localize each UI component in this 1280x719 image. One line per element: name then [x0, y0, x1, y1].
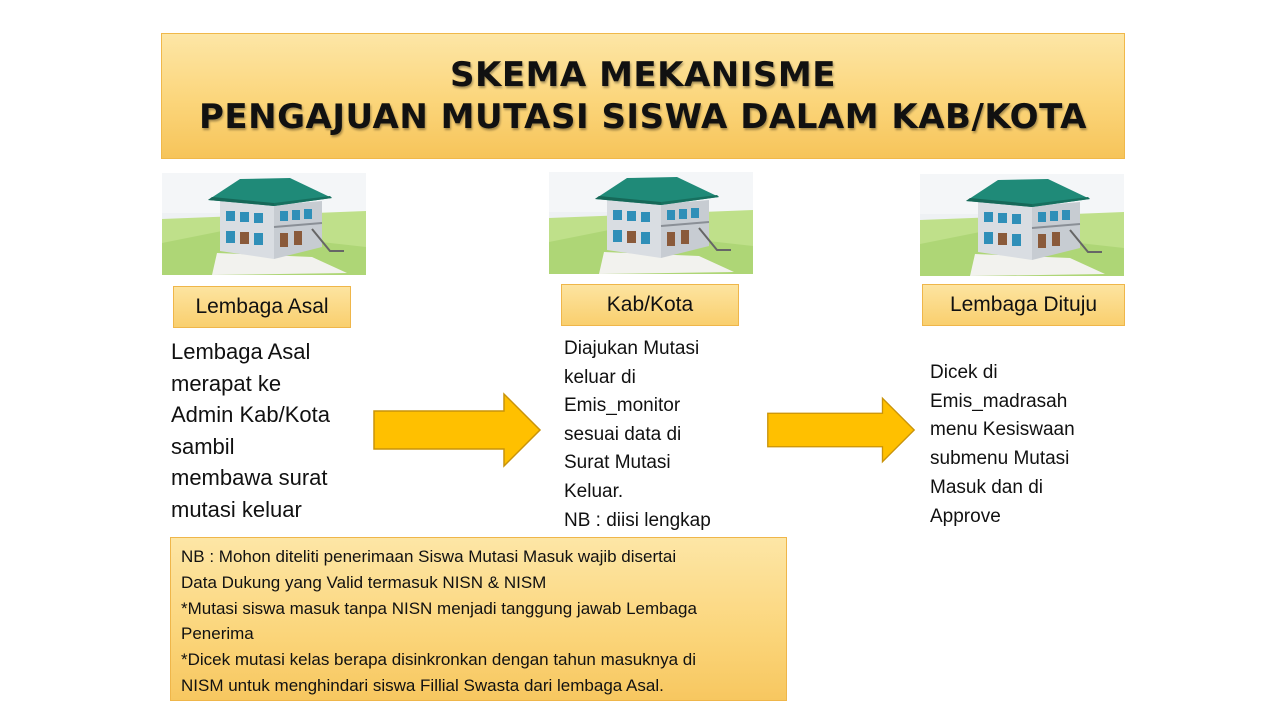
note-line: Data Dukung yang Valid termasuk NISN & NISM — [181, 572, 547, 592]
right-arrow-icon — [372, 392, 542, 468]
right-arrow-icon — [766, 392, 916, 468]
node-description-kab-kota: Diajukan Mutasi keluar di Emis_monitor sesuai data di Surat Mutasi Keluar. NB : diisi lengkap — [564, 338, 711, 531]
note-line: NISM untuk menghindari siswa Fillial Swasta dari lembaga Asal. — [181, 675, 664, 695]
note-line: *Dicek mutasi kelas berapa disinkronkan dengan tahun masuknya di — [181, 650, 697, 670]
node-description-lembaga-dituju: Dicek di Emis_madrasah menu Kesiswaan submenu Mutasi Masuk dan di Approve — [930, 362, 1075, 527]
note-box — [170, 537, 787, 701]
note-line: *Mutasi siswa masuk tanpa NISN menjadi tanggung jawab Lembaga — [181, 598, 697, 618]
school-building-icon — [920, 174, 1124, 276]
node-label-lembaga-asal: Lembaga Asal — [173, 286, 351, 328]
title-line-1: SKEMA MEKANISME — [450, 54, 836, 95]
note-line: NB : Mohon diteliti penerimaan Siswa Mutasi Masuk wajib disertai — [181, 547, 677, 566]
title-banner — [161, 33, 1125, 159]
school-building-icon — [162, 173, 366, 275]
title-line-2: PENGAJUAN MUTASI SISWA DALAM KAB/KOTA — [199, 97, 1087, 137]
note-line: Penerima — [181, 624, 254, 644]
school-building-icon — [549, 172, 753, 274]
node-label-kab-kota: Kab/Kota — [561, 284, 739, 326]
node-description-lembaga-asal: Lembaga Asal merapat ke Admin Kab/Kota sambil membawa surat mutasi keluar — [171, 339, 330, 522]
node-label-lembaga-dituju: Lembaga Dituju — [922, 284, 1125, 326]
